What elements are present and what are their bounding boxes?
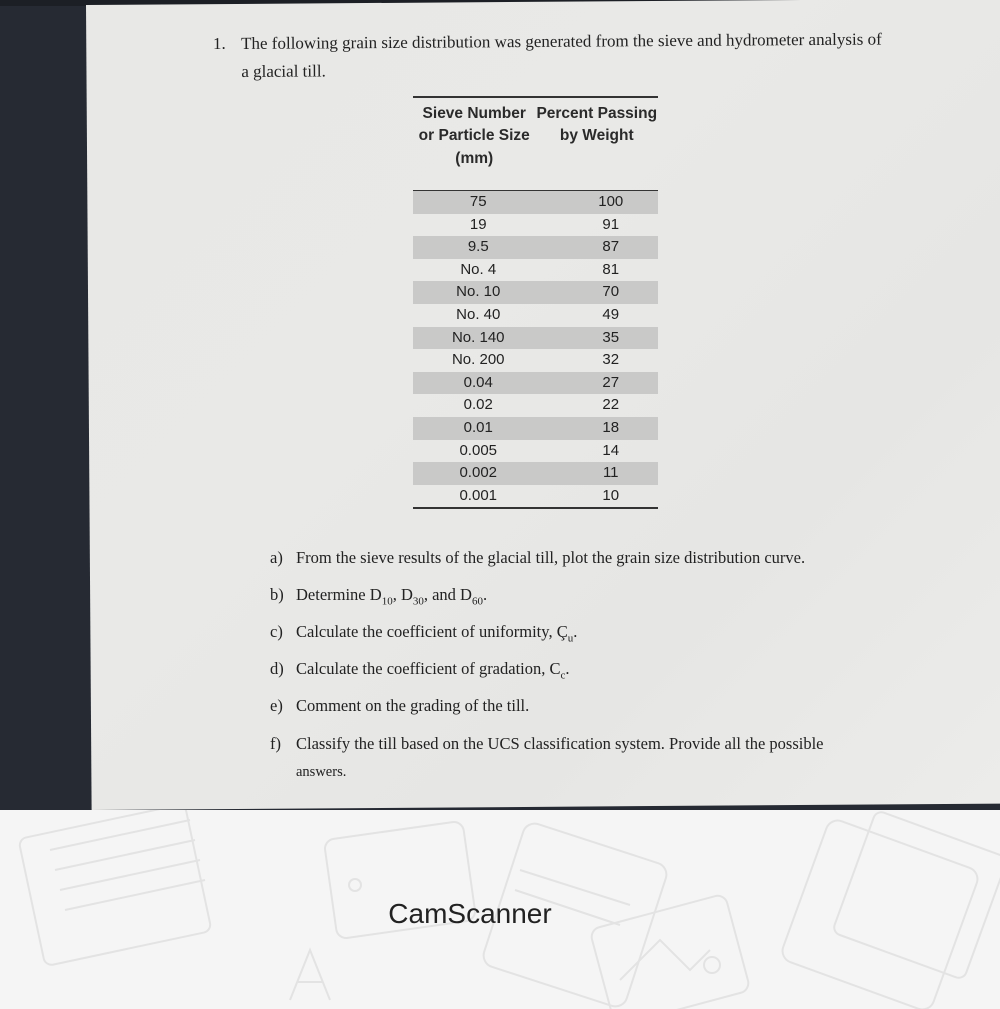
question-c-label: c)	[270, 622, 283, 641]
percent-passing-cell: 18	[602, 418, 620, 436]
question-c	[270, 622, 577, 644]
header-percent-passing: Percent Passing by Weight	[536, 104, 658, 144]
percent-passing-cell: 32	[602, 351, 620, 369]
percent-passing-cell: 22	[602, 396, 620, 414]
question-b-text-1: Determine D	[296, 585, 382, 604]
particle-size-cell: 0.04	[463, 373, 493, 391]
percent-passing-cell: 70	[602, 283, 620, 301]
header-sieve-size: Sieve Number or Particle Size (mm)	[418, 104, 530, 167]
table-row	[413, 462, 658, 485]
problem-number: 1.	[213, 34, 226, 53]
question-b-sub-1: 10	[381, 595, 393, 608]
question-c-sub: u	[567, 632, 574, 645]
particle-size-cell: 0.002	[459, 464, 498, 482]
question-f-label: f)	[270, 734, 281, 753]
question-e-text: Comment on the grading of the till.	[296, 696, 530, 715]
question-b-label: b)	[270, 585, 284, 604]
camscanner-logo-text: CamScanner	[388, 898, 552, 929]
percent-passing-cell: 10	[602, 486, 620, 504]
table-header	[413, 98, 658, 190]
table-row	[413, 349, 658, 372]
table-bottom-rule	[413, 507, 658, 509]
table-row	[413, 236, 658, 259]
particle-size-cell: No. 140	[451, 328, 505, 346]
percent-passing-cell: 87	[602, 238, 620, 256]
percent-passing-cell: 100	[598, 193, 624, 210]
table-row	[413, 304, 658, 327]
question-e	[270, 696, 529, 716]
question-b	[270, 585, 487, 607]
particle-size-cell: 0.005	[459, 441, 498, 459]
percent-passing-cell: 81	[602, 260, 620, 278]
particle-size-cell: No. 40	[456, 305, 501, 323]
question-b-text-2: , D	[392, 585, 413, 604]
particle-size-cell: 0.01	[463, 418, 493, 436]
question-d	[270, 659, 570, 681]
question-a-label: a)	[270, 548, 283, 567]
question-c-text: Calculate the coefficient of uniformity, Ç	[296, 622, 568, 641]
table-row	[413, 440, 658, 463]
question-d-label: d)	[270, 659, 284, 678]
percent-passing-cell: 14	[602, 441, 620, 459]
question-f	[270, 734, 823, 754]
table-row	[413, 191, 658, 214]
percent-passing-cell: 91	[602, 215, 620, 233]
particle-size-cell: No. 10	[456, 283, 501, 301]
percent-passing-cell: 35	[602, 328, 620, 346]
question-d-text: Calculate the coefficient of gradation, C	[296, 659, 561, 678]
table-row	[413, 485, 658, 508]
percent-passing-cell: 27	[602, 373, 620, 391]
question-e-label: e)	[270, 696, 283, 715]
particle-size-cell: 75	[469, 193, 487, 210]
particle-size-cell: 9.5	[467, 238, 489, 256]
problem-statement: The following grain size distribution was generated from the sieve and hydrometer analysis of a glacial till.	[241, 29, 882, 81]
table-row	[413, 417, 658, 440]
question-d-sub: c	[560, 669, 566, 682]
particle-size-cell: 0.001	[459, 486, 498, 504]
question-d-end: .	[565, 659, 570, 678]
question-b-sub-3: 60	[471, 595, 483, 608]
particle-size-cell: 0.02	[463, 396, 493, 414]
particle-size-cell: 19	[469, 215, 487, 233]
table-row	[413, 394, 658, 417]
table-row	[413, 372, 658, 395]
question-b-text-4: .	[482, 585, 488, 604]
percent-passing-cell: 11	[602, 464, 619, 482]
table-row	[413, 327, 658, 350]
question-f-continuation: answers.	[296, 764, 347, 780]
table-row	[413, 281, 658, 304]
grain-size-table	[413, 96, 658, 509]
question-a	[270, 548, 805, 568]
particle-size-cell: No. 4	[460, 260, 497, 278]
question-b-text-3: , and D	[423, 585, 472, 604]
table-row	[413, 259, 658, 282]
question-a-text: From the sieve results of the glacial till, plot the grain size distribution curve.	[296, 548, 806, 567]
particle-size-cell: No. 200	[451, 351, 505, 369]
question-b-sub-2: 30	[412, 595, 424, 608]
table-body	[413, 191, 658, 507]
table-row	[413, 214, 658, 237]
question-f-text: Classify the till based on the UCS classification system. Provide all the possible	[296, 734, 824, 753]
percent-passing-cell: 49	[602, 305, 620, 323]
question-c-end: .	[573, 622, 578, 641]
